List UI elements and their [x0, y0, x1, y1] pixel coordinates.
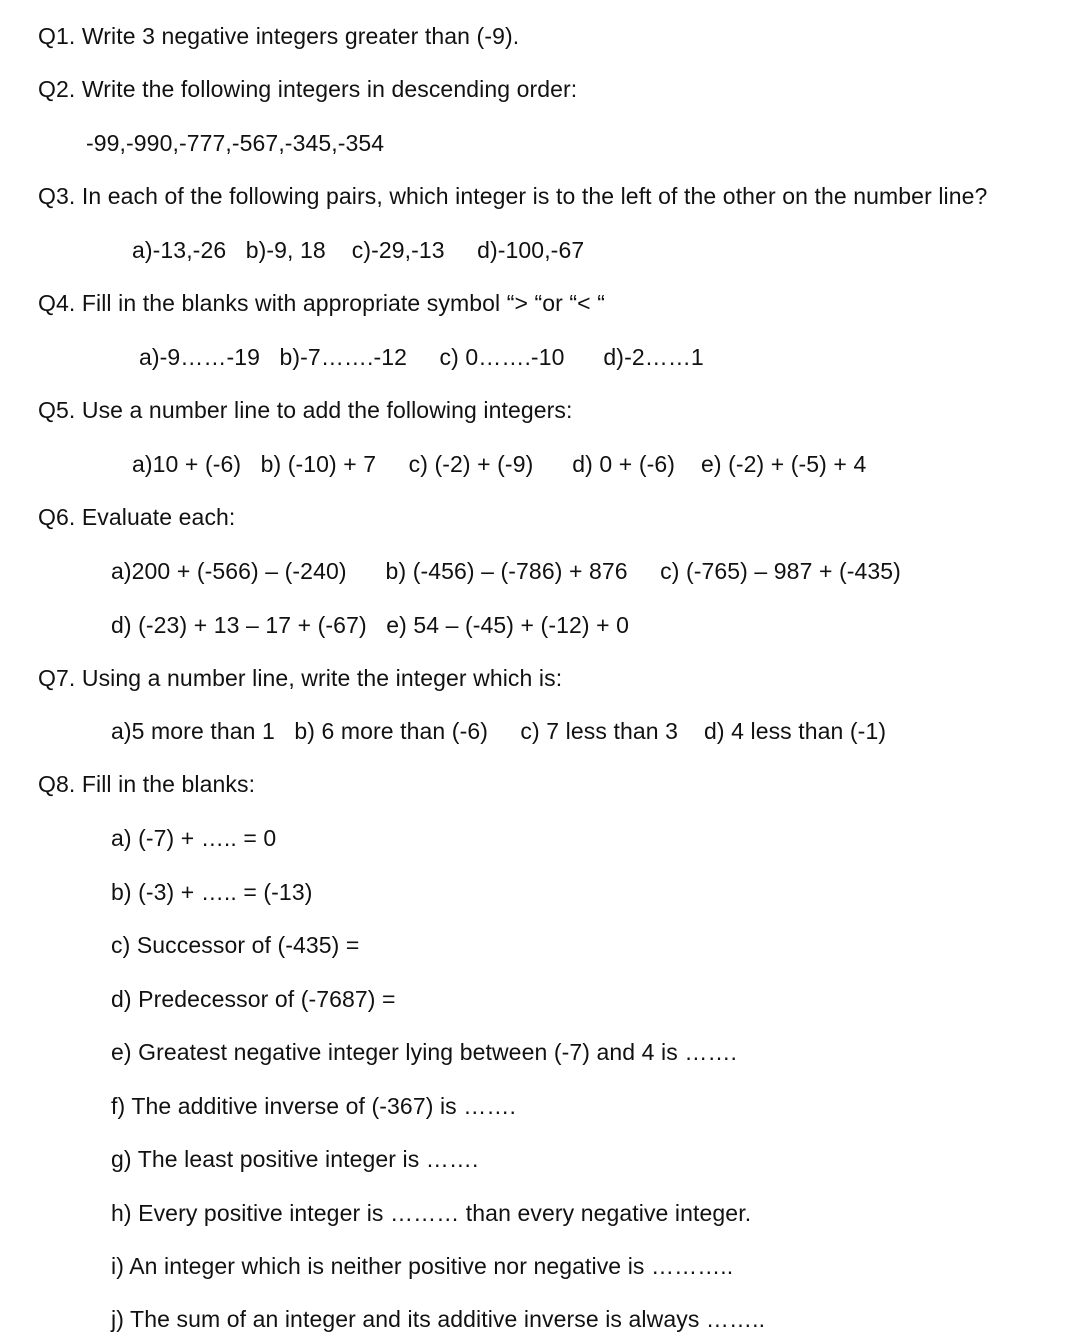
- q2-integers: -99,-990,-777,-567,-345,-354: [86, 130, 385, 156]
- q6-expressions-row2: d) (-23) + 13 – 17 + (-67) e) 54 – (-45) + (-12) + 0: [111, 612, 630, 638]
- q8-item-a: a) (-7) + ….. = 0: [111, 825, 277, 851]
- q8-item-b: b) (-3) + ….. = (-13): [111, 879, 313, 905]
- q7-items: a)5 more than 1 b) 6 more than (-6) c) 7 less than 3 d) 4 less than (-1): [111, 718, 887, 744]
- q8-item-g: g) The least positive integer is …….: [111, 1146, 479, 1172]
- q4-text: Q4. Fill in the blanks with appropriate symbol “> “or “< “: [38, 290, 605, 316]
- q8-item-j: j) The sum of an integer and its additive inverse is always ……..: [111, 1306, 766, 1332]
- q5-sums: a)10 + (-6) b) (-10) + 7 c) (-2) + (-9) d) 0 + (-6) e) (-2) + (-5) + 4: [132, 451, 867, 477]
- q8-item-c: c) Successor of (-435) =: [111, 932, 360, 958]
- q7-text: Q7. Using a number line, write the integer which is:: [38, 665, 563, 691]
- q3-text: Q3. In each of the following pairs, which integer is to the left of the other on the number line?: [38, 183, 988, 209]
- q8-item-h: h) Every positive integer is ……… than every negative integer.: [111, 1200, 752, 1226]
- q6-text: Q6. Evaluate each:: [38, 504, 236, 530]
- q8-item-e: e) Greatest negative integer lying between (-7) and 4 is …….: [111, 1039, 738, 1065]
- q6-expressions-row1: a)200 + (-566) – (-240) b) (-456) – (-786) + 876 c) (-765) – 987 + (-435): [111, 558, 901, 584]
- q5-text: Q5. Use a number line to add the following integers:: [38, 397, 573, 423]
- q1-text: Q1. Write 3 negative integers greater than (-9).: [38, 23, 520, 49]
- q8-item-f: f) The additive inverse of (-367) is …….: [111, 1093, 516, 1119]
- q8-text: Q8. Fill in the blanks:: [38, 771, 256, 797]
- q2-text: Q2. Write the following integers in descending order:: [38, 76, 578, 102]
- q8-item-d: d) Predecessor of (-7687) =: [111, 986, 396, 1012]
- q3-pairs: a)-13,-26 b)-9, 18 c)-29,-13 d)-100,-67: [132, 237, 585, 263]
- q4-blanks: a)-9……-19 b)-7…….-12 c) 0…….-10 d)-2……1: [139, 344, 704, 370]
- q8-item-i: i) An integer which is neither positive nor negative is ………..: [111, 1253, 734, 1279]
